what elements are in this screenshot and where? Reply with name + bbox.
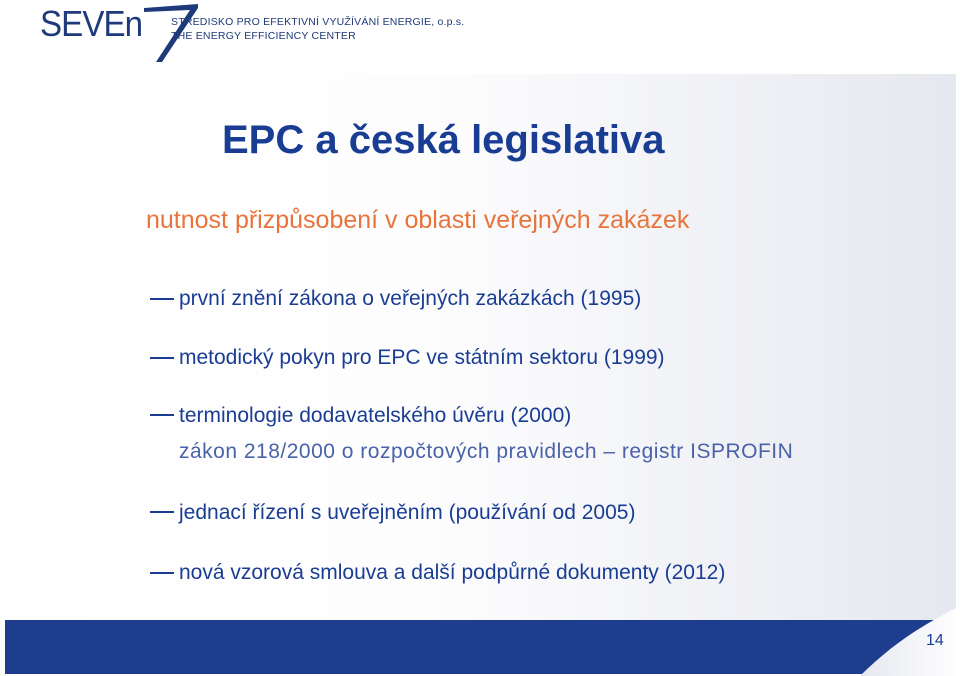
- slide-title: EPC a česká legislativa: [222, 118, 665, 162]
- bullet-dash-icon: [150, 511, 174, 513]
- bullet-dash-icon: [150, 414, 174, 416]
- footer-bar: [5, 620, 956, 674]
- org-name-cz: STŘEDISKO PRO EFEKTIVNÍ VYUŽÍVÁNÍ ENERGIE, o.p.s.: [171, 16, 465, 28]
- slide-subtitle: nutnost přizpůsobení v oblasti veřejných zakázek: [146, 206, 690, 234]
- page-number: 14: [926, 632, 944, 649]
- bullet-dash-icon: [150, 357, 174, 359]
- bullet-subtext: zákon 218/2000 o rozpočtových pravidlech – registr ISPROFIN: [179, 440, 794, 463]
- bullet-dash-icon: [150, 298, 174, 300]
- bullet-text: metodický pokyn pro EPC ve státním sektoru (1999): [179, 346, 665, 369]
- seven-logo: [40, 0, 180, 66]
- logo-text: SEVEn: [40, 3, 143, 44]
- bullet-text: nová vzorová smlouva a další podpůrné dokumenty (2012): [179, 561, 726, 584]
- bullet-dash-icon: [150, 572, 174, 574]
- bullet-text: jednací řízení s uveřejněním (používání od 2005): [179, 501, 636, 524]
- bullet-text: terminologie dodavatelského úvěru (2000): [179, 404, 572, 427]
- bullet-text: první znění zákona o veřejných zakázkách (1995): [179, 287, 642, 310]
- footer-corner-decoration: [860, 606, 960, 676]
- header: [0, 0, 960, 68]
- org-name-en: THE ENERGY EFFICIENCY CENTER: [171, 30, 356, 42]
